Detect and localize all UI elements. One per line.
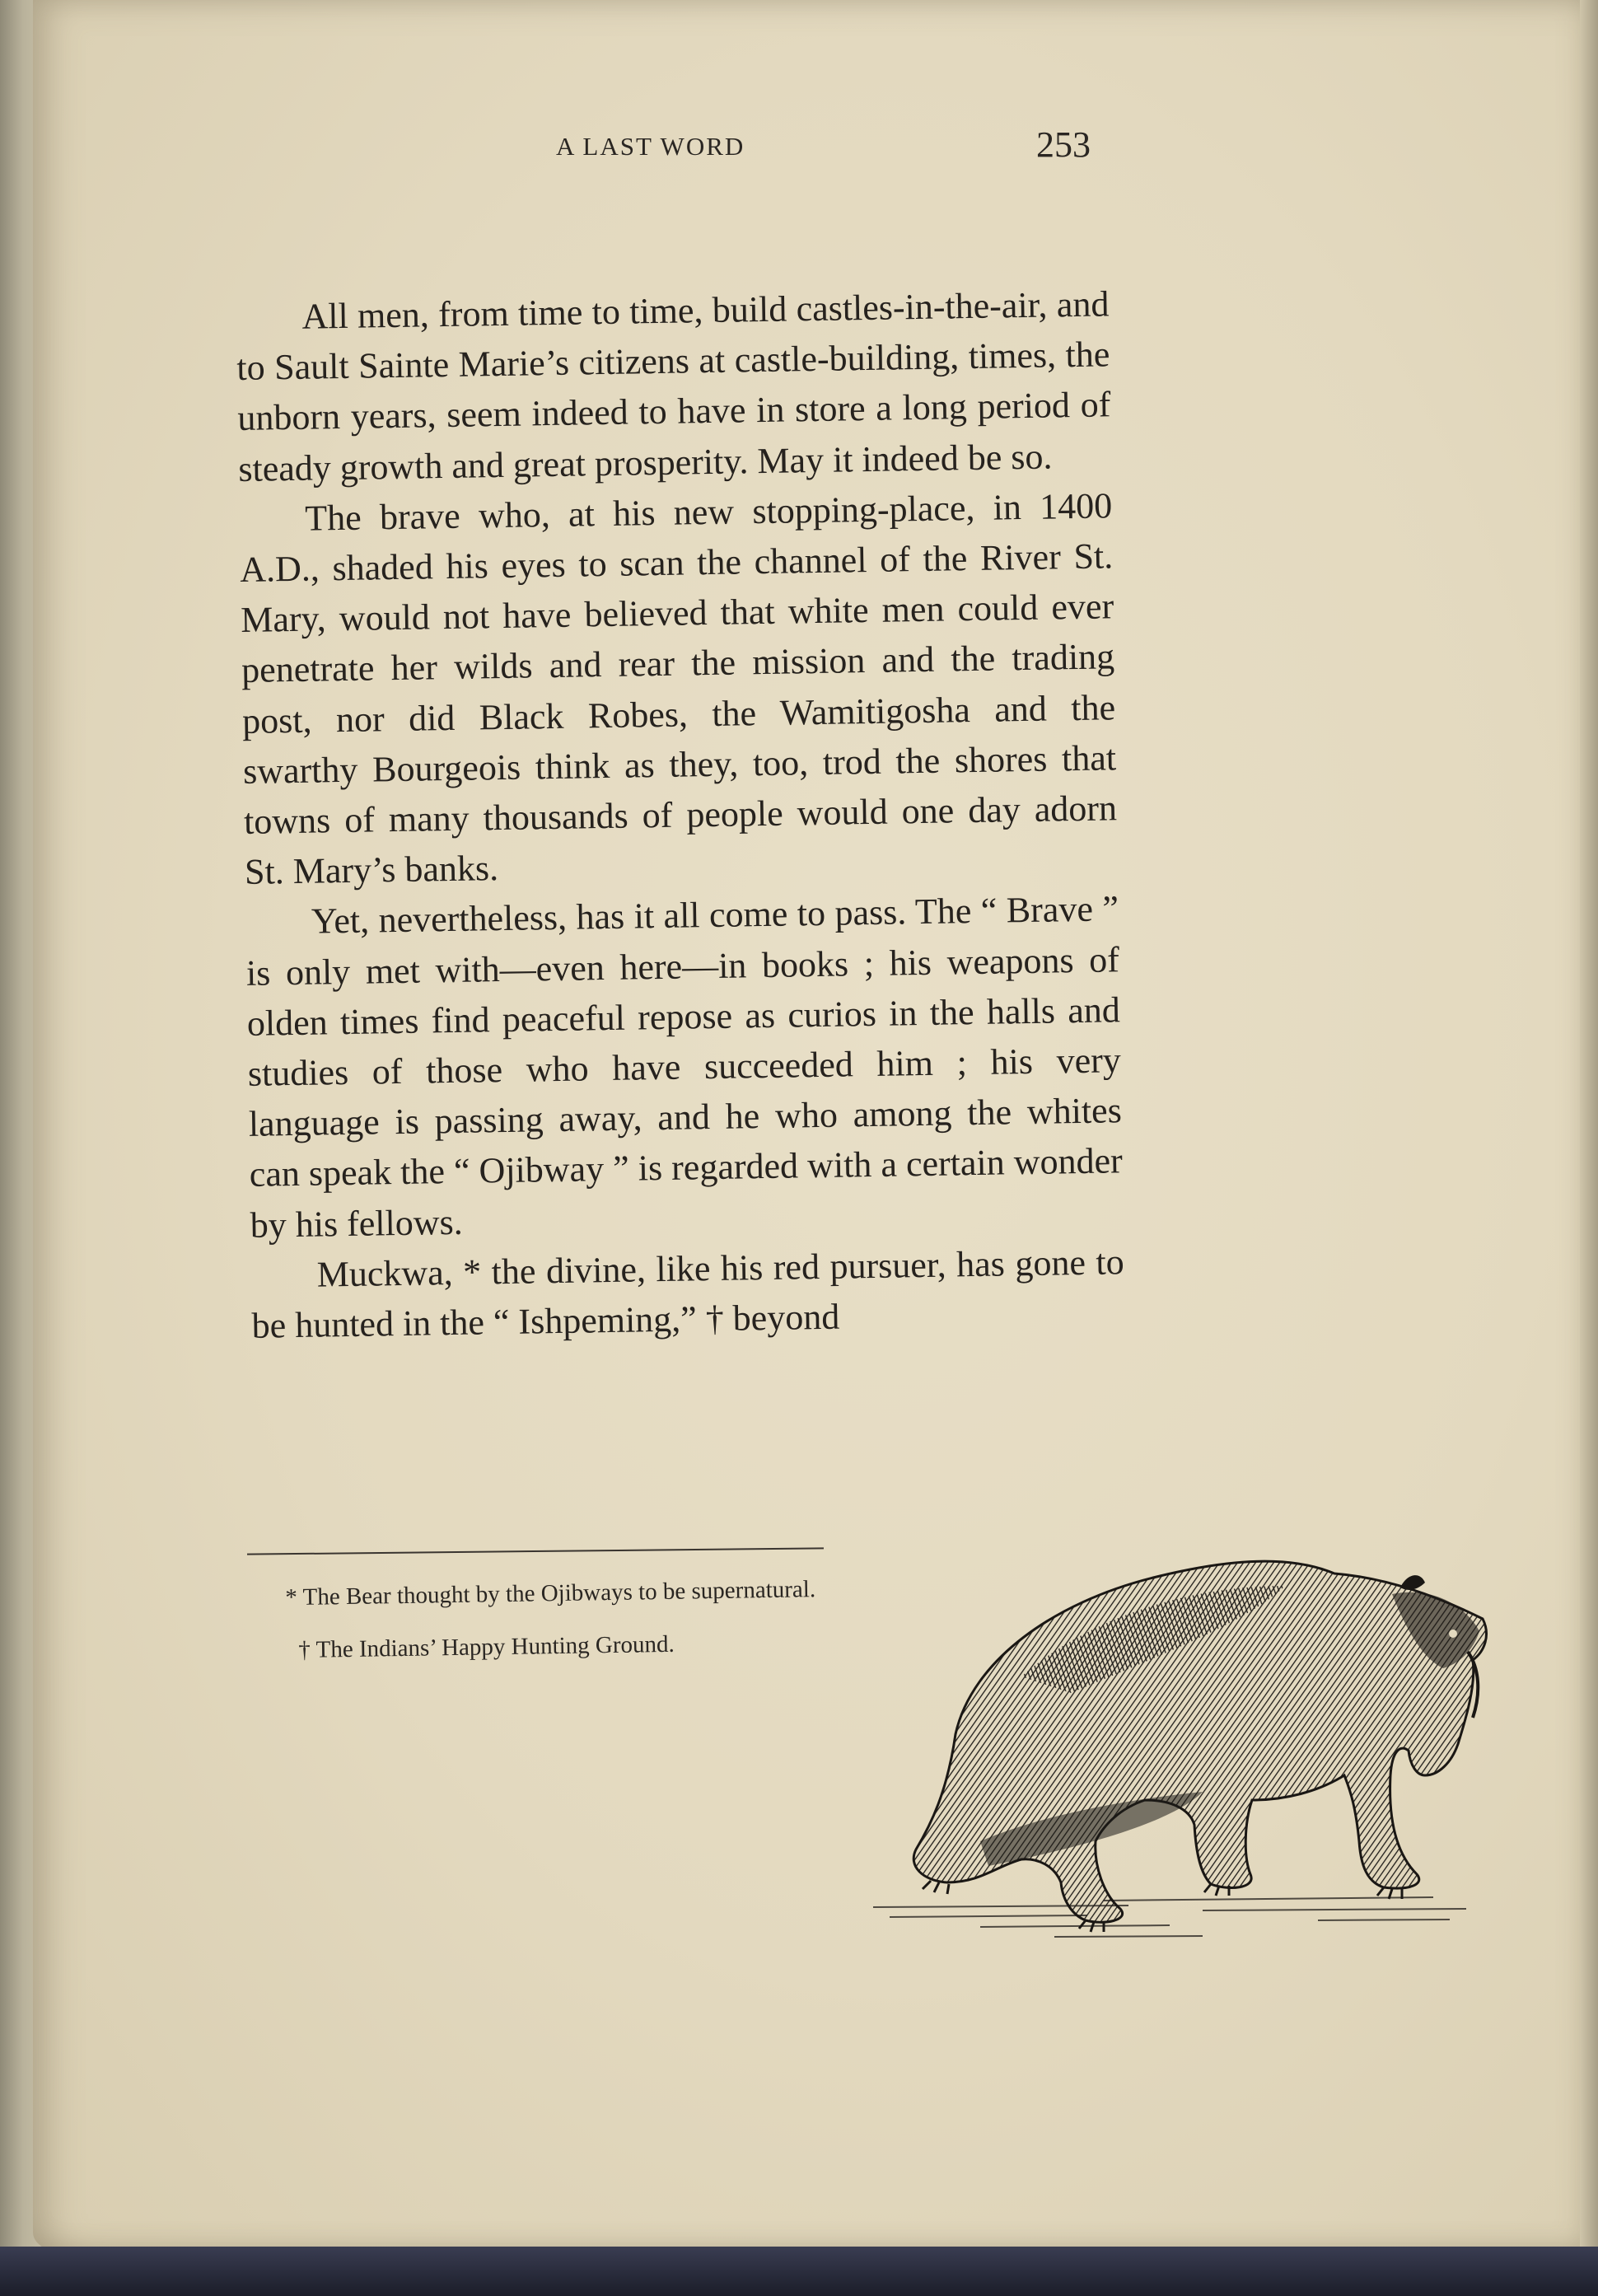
book-cover-bottom [0, 2247, 1598, 2296]
paragraph-3: Yet, nevertheless, has it all come to pass. The “ Brave ” is only met with—even here—in books ; his weapons of olden times find peaceful repose as curios in the halls and studies of those who have succeeded him ; his very language is passing away, and he who among the whites can speak the “ Ojibway ” is regarded with a certain wonder by his fellows. [245, 888, 1124, 1246]
bear-illustration [857, 1528, 1499, 1973]
body-text [236, 278, 1125, 1351]
paragraph-1: All men, from time to time, build castles-in-the-air, and to Sault Sainte Marie’s citizens at castle-building, times, the unborn years, seem indeed to have in store a long period of steady growth and great prosperity. May it indeed be so. [236, 283, 1111, 489]
footnote-hunting-ground: † The Indians’ Happy Hunting Ground. [298, 1630, 675, 1663]
footnotes [244, 1569, 839, 1672]
footnote-bear: * The Bear thought by the Ojibways to be supernatural. [285, 1576, 816, 1611]
page-right-edge [1580, 0, 1598, 2296]
running-head: A LAST WORD [556, 132, 745, 161]
page-number: 253 [1036, 124, 1091, 165]
paragraph-2: The brave who, at his new stopping-place, in 1400 A.D., shaded his eyes to scan the channel of the River St. Mary, would not have believed that white men could ever penetrate her wilds and rear the mission and the trading post, nor did Black Robes, the Wamitigosha and the swarthy Bourgeois think as they, too, trod the shores that towns of many thousands of people would one day adorn St. Mary’s banks. [239, 485, 1118, 893]
paragraph-4: Muckwa, * the divine, like his red pursuer, has gone to be hunted in the “ Ishpeming,” † beyond [251, 1242, 1124, 1346]
